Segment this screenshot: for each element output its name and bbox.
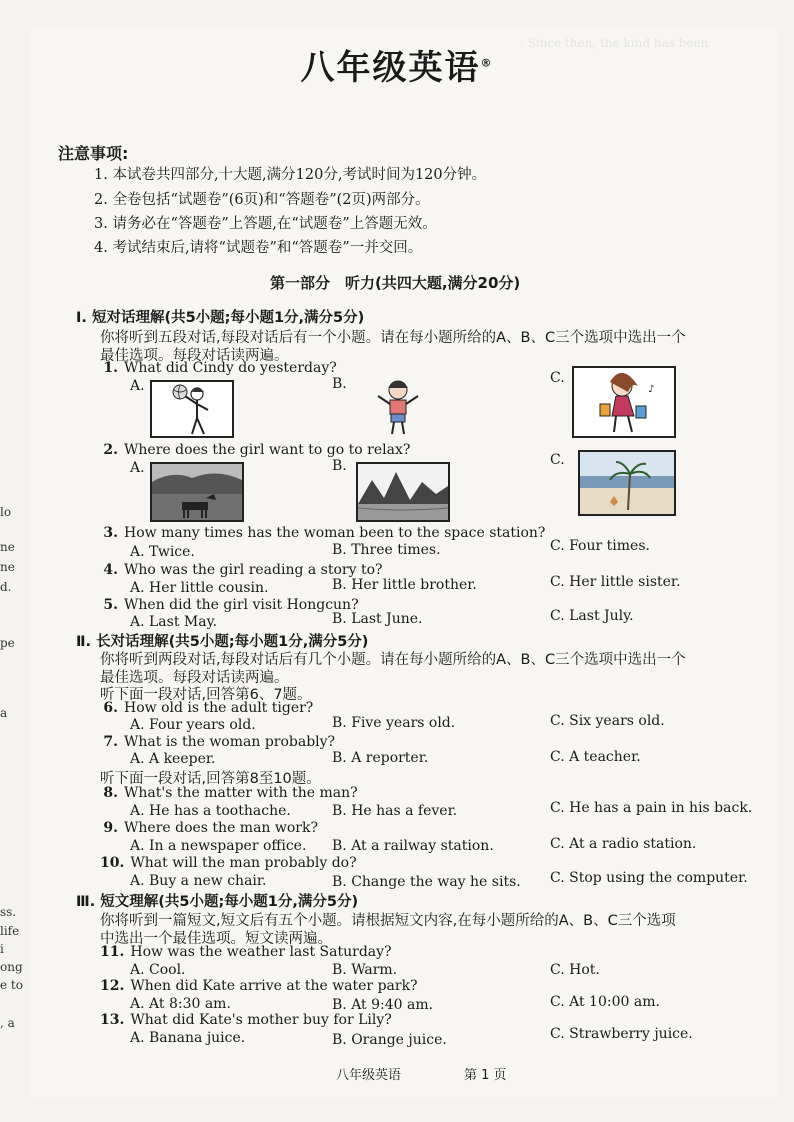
option-label: A. Four years old. [130, 717, 256, 733]
question [100, 562, 383, 578]
question-text: What did Kate's mother buy for Lily? [130, 1012, 392, 1028]
question-text: What is the woman probably? [124, 734, 336, 750]
question-text: Where does the girl want to go to relax? [124, 442, 411, 458]
option-label: C. [550, 370, 565, 386]
option-label: B. Three times. [332, 542, 441, 558]
notice-item: 4. 考试结束后,请将“试题卷”和“答题卷”一并交回。 [94, 240, 423, 256]
question [100, 944, 392, 960]
edge-text: lo [0, 505, 12, 519]
question-text: What will the man probably do? [130, 855, 357, 871]
option-label: B. A reporter. [332, 750, 429, 766]
question-text: When did the girl visit Hongcun? [124, 597, 359, 613]
question [100, 1012, 392, 1028]
question [100, 597, 359, 613]
edge-text: d. [0, 580, 12, 594]
option-label: A. [130, 378, 145, 394]
sub-instruction: 听下面一段对话,回答第6、7题。 [100, 687, 312, 703]
beach-palm-picture [578, 450, 676, 516]
question [100, 525, 545, 541]
question-number: 13. [100, 1012, 125, 1028]
option-label: B. Her little brother. [332, 577, 477, 593]
page-title [0, 40, 794, 89]
edge-text: a [0, 706, 8, 720]
option-label: B. [332, 376, 347, 392]
question-number: 8. [103, 785, 118, 801]
option-label: B. Five years old. [332, 715, 456, 731]
option-label: C. Strawberry juice. [550, 1026, 693, 1042]
question-text: What's the matter with the man? [124, 785, 358, 801]
option-label: A. Last May. [130, 614, 218, 630]
option-label: C. Stop using the computer. [550, 870, 748, 886]
question-number: 10. [100, 855, 125, 871]
option-label: A. Twice. [130, 544, 195, 560]
option-label: C. [550, 452, 565, 468]
title-text: 八年级英语 [300, 48, 481, 88]
question-number: 7. [103, 734, 118, 750]
question-number: 2. [103, 442, 118, 458]
question [100, 978, 418, 994]
option-label: C. Four times. [550, 538, 650, 554]
option-label: A. Cool. [130, 962, 186, 978]
option-label: C. Six years old. [550, 713, 665, 729]
notice-item: 3. 请务必在“答题卷”上答题,在“试题卷”上答题无效。 [94, 216, 437, 232]
question-number: 1. [103, 360, 118, 376]
question-number: 3. [103, 525, 118, 541]
footer-subject: 八年级英语 [336, 1068, 402, 1083]
option-label: B. At 9:40 am. [332, 997, 434, 1013]
option-label: B. Last June. [332, 611, 423, 627]
section-instruction: 最佳选项。每段对话读两遍。 [100, 670, 289, 686]
question-number: 11. [100, 944, 125, 960]
option-label: B. Change the way he sits. [332, 874, 521, 890]
option-label: C. At a radio station. [550, 836, 697, 852]
option-label: B. Orange juice. [332, 1032, 447, 1048]
mountain-lake-picture [356, 462, 450, 522]
question-text: How was the weather last Saturday? [130, 944, 392, 960]
option-label: C. Her little sister. [550, 574, 681, 590]
edge-text: i [0, 942, 4, 956]
section-heading: Ⅲ. 短文理解(共5小题;每小题1分,满分5分) [76, 894, 359, 910]
question-number: 6. [103, 700, 118, 716]
question-text: What did Cindy do yesterday? [124, 360, 337, 376]
bleed-through-text: . Since then, the kind has been [520, 36, 709, 50]
question-number: 4. [103, 562, 118, 578]
option-label: C. A teacher. [550, 749, 641, 765]
edge-text: pe [0, 636, 15, 650]
option-label: A. Her little cousin. [130, 580, 269, 596]
edge-text: ss. [0, 905, 17, 919]
section-instruction: 你将听到五段对话,每段对话后有一个小题。请在每小题所给的A、B、C三个选项中选出一个 [100, 330, 686, 346]
option-label: B. At a railway station. [332, 838, 494, 854]
girl-shopping-picture [572, 366, 676, 438]
section-instruction: 你将听到两段对话,每段对话后有几个小题。请在每小题所给的A、B、C三个选项中选出一个 [100, 652, 686, 668]
girl-skipping-picture [356, 376, 440, 436]
option-label: B. He has a fever. [332, 803, 458, 819]
svg-text:♪: ♪ [648, 384, 655, 395]
part-title: 第一部分 听力(共四大题,满分20分) [270, 274, 521, 292]
question-text: Who was the girl reading a story to? [124, 562, 383, 578]
question [100, 785, 358, 801]
edge-text: life [0, 924, 20, 938]
option-label: C. Hot. [550, 962, 600, 978]
notice-item: 1. 本试卷共四部分,十大题,满分120分,考试时间为120分钟。 [94, 167, 487, 183]
option-label: A. In a newspaper office. [130, 838, 307, 854]
option-label: A. Buy a new chair. [130, 873, 267, 889]
notice-item: 2. 全卷包括“试题卷”(6页)和“答题卷”(2页)两部分。 [94, 192, 430, 208]
section-heading: Ⅱ. 长对话理解(共5小题;每小题1分,满分5分) [76, 634, 369, 650]
question [100, 734, 335, 750]
question [100, 442, 410, 458]
option-label: B. [332, 458, 347, 474]
question-text: Where does the man work? [124, 820, 318, 836]
page-number: 第 1 页 [464, 1068, 507, 1083]
question-text: When did Kate arrive at the water park? [130, 978, 418, 994]
option-label: C. Last July. [550, 608, 634, 624]
question-number: 5. [103, 597, 118, 613]
edge-text: ne [0, 560, 15, 574]
section-instruction: 你将听到一篇短文,短文后有五个小题。请根据短文内容,在每小题所给的A、B、C三个选项 [100, 913, 676, 929]
question [100, 855, 357, 871]
option-label: A. At 8:30 am. [130, 996, 231, 1012]
option-label: C. He has a pain in his back. [550, 800, 753, 816]
question [100, 820, 318, 836]
option-label: A. Banana juice. [130, 1030, 246, 1046]
edge-text: ne [0, 540, 15, 554]
option-label: A. [130, 460, 145, 476]
section-instruction: 最佳选项。每段对话读两遍。 [100, 348, 289, 364]
option-label: A. A keeper. [130, 751, 216, 767]
section-heading: Ⅰ. 短对话理解(共5小题;每小题1分,满分5分) [76, 310, 365, 326]
notice-heading: 注意事项: [58, 144, 129, 163]
question-number: 12. [100, 978, 125, 994]
edge-text: ong [0, 960, 23, 974]
option-label: C. At 10:00 am. [550, 994, 660, 1010]
registered-mark: ® [480, 56, 494, 70]
section-instruction: 中选出一个最佳选项。短文读两遍。 [100, 931, 332, 947]
edge-text: , a [0, 1016, 15, 1030]
option-label: A. He has a toothache. [130, 803, 291, 819]
question-number: 9. [103, 820, 118, 836]
farm-horse-picture [150, 462, 244, 522]
edge-text: e to [0, 978, 23, 992]
question [100, 700, 313, 716]
sub-instruction: 听下面一段对话,回答第8至10题。 [100, 771, 321, 787]
girl-playing-volleyball-picture [150, 380, 234, 438]
question-text: How old is the adult tiger? [124, 700, 314, 716]
question-text: How many times has the woman been to the space station? [124, 525, 546, 541]
question [100, 360, 337, 376]
option-label: B. Warm. [332, 962, 398, 978]
